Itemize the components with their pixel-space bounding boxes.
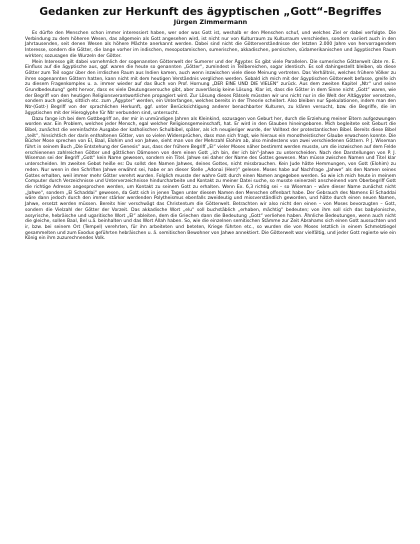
body-paragraph: Es dürfte den Menschen schon immer interessiert haben, wer oder was Gott ist, weshalb er den Menschen schuf, und welches Ziel er dabei verfolgte. Die Verbindung zu dem höheren Wesen, das allgemein als Gott angesehen wird, ist nicht nur von Kulturraum zu Kulturraum verschieden, sondern variiert auch in den Jahrtausenden, seit denen Wesen als höhere Mächte anerkannt werden. Dabei sind nicht die Götterverständnisse der letzten 2.000 Jahre von hervorragendem Interesse, sondern die Götter, die lange vorher im indischen, mesopotamischen, sumerischen, akkadischen, persischen, südamerikanischen und ägyptischen Raum wirkten; sozusagen die Wurzeln der Götter. xyxy=(25,31,396,59)
body-paragraph: Dazu fange ich bei dem Gottbegriff an, der mir in unmündigen Jahren als Kleinkind, sozusagen von Geburt her, durch die Erziehung meiner Eltern aufgezwungen worden war. Ein Problem, welches jeder Mensch, egal welcher Religionsgemeinschaft, hat. Er wird in den Glauben hineingeboren. Mich begleitete seit Geburt die Bibel, zunächst die vereinfachte Ausgabe der katholischen Schulbibel, später, als ich neugieriger wurde, der Volltext der protestantischen Bibel. Bereits diese Bibel „teilt“, hinsichtlich der darin enthaltenen Götter, von so vielen Widersprüchen, dass man sich fragt, wie hieraus ein monotheistischer Glaube erwachsen konnte. Die Bücher Mose sprechen von El, Baal, Elohim und von Jahwe, sieht man von der Mehrzahl Elohim ab, also mindestens von zwei verschiedenen Göttern. P. J. Wiseman führt in seinem Buch „Die Entstehung der Genesis“ aus, dass der frühere Begriff „El“ vieler Moses näher bestimmt werden musste, um die inzwischen auf dem Felde erschienenen zahlreichen Götter und göttlichen Dämonen von dem einen Gott „ich bin, der ich bin“-Jahwe zu unterscheiden. Nach den Darstellungen von P. J. Wiseman sei der Begriff „Gott“ kein Name gewesen, sondern ein Titel. Jahwe sei daher der Name des Gottes gewesen. Man müsse zwischen Namen und Titel klar unterscheiden. Im zweiten Gebot heiße es: Du sollst den Namen Jahwes, deines Gottes, nicht missbrauchen. Kein Jude hätte Hemmungen, von Gott (Elohim) zu reden. Nur wenn in den Schriften Jahwe erwähnt sei, habe er an dieser Stelle „Adonai (Herr)“ gelesen. Moses habe auf Nachfrage „Jahwe“ als den Namen seines Gottes erhalten, weil immer mehr Götter verehrt wurden. Folglich musste der wahre Gott durch einen Namen angegeben werden. So wie ich mich heute in meinem Computer durch Verzeichnisse und Unterverzeichnisse hindurcharbeite und Kontakt zu meiner Datei suche, so musste seinerzeit anscheinend vom Oberbegriff Gott die richtige Adresse angesprochen werden, um Kontakt zu seinem Gott zu erhalten. Wenn Ex. 6,3 richtig sei – so Wiseman – wäre dieser Name zunächst nicht „Jahwe“, sondern „El Schaddai“ gewesen, da Gott sich in jenen Tagen unter diesem Namen den Menschen offenbart habe. Der Gebrauch des Namens El Schaddai wäre dann jedoch durch den immer stärker werdenden Polytheismus ebenfalls zweideutig und missverständlich geworden, und hätte durch einen neuen Namen, Jahwe, ersetzt werden müssen. Bereits hier verschwägt das Christentum die Götterwelt. Betrachten wir also nicht den einen – von Moses bevorzugten – Gott, sondern die Vielzahl der Götter der Vorzeit. Das akkadische Wort „elu“ soll buchstäblich „erhaben, mächtig“ bedeuten; von ihm soll sich das babylonische, assyrische, hebräische und ugaritische Wort „El“ ableiten, dem die Griechen dann die Bedeutung „Gott“ verliehen haben. Ähnliche Bedeutungen, wenn auch nicht die gleiche, sollen Baal, Bel u.ä. beinhalten und das Wort Allah haben. So, wie die einzelnen semitischen Stämme zur Zeit Abrahams sich einen Gott aussuchten und ir, bzw. bei seinem Ort (Tempel) verehrten, für ihn arbeiteten und beteten, Kriege führten etc., so wurden die von Moses letztlich in einem Schmelztiegel gesammelten und zum Exodus geführten hebräischen u. ä. semitischen Bewohner von Jahwe annektiert. Die Götterwelt war vielfältig, und jeder Gott regierte wie ein König ein ihm zuzurechnendes Volk. xyxy=(25,116,396,242)
document-title: Gedanken zur Herkunft des ägyptischen „Gott“-Begriffes xyxy=(39,6,382,18)
document-author: Jürgen Zimmermann xyxy=(173,18,248,26)
document-body xyxy=(25,31,396,242)
body-paragraph: Mein Interesse gilt dabei vornehmlich der sogenannten Götterwelt der Sumerer und der Ägypter. Es gibt viele Parallelen. Die sumerische Götterwelt übte m. E. Einfluss auf die ägyptische aus, ggf. waren die heute so genannten „Götter“, zumindest in Teilbereichen, sogar identisch. Es soll dahingestellt bleiben, ob diese Götter zum Teil sogar über den irrdischen Raum aus Indien kamen, auch wenn inzwischen viele diese Meinung vertreten. Das Verhältnis, welches frühere Völker zu ihren sogenannten Göttern hatten, kann nicht mit dem heutigen Verständnis verglichen werden. Sobald ich mich mit der ägyptischen Götterwelt befasse, greife ich zu diesem Fragenkomplex u. a. immer wieder auf das Buch von Prof. Hornung „DER EINE UND DIE VIELEN“ zurück. Aus dem zweiten Kapitel „Ntr“ und seine Grundbedeutung“ geht hervor, dass es viele Deutungsversuche gibt, aber zuverlässig keine Lösung. Klar ist, dass die Götter in dem Sinne nicht „Gott“ waren, wie der Begriff von den heutigen Religionsverantwortlichen propagiert wird. Zur Lösung dieses Rätsels müssten wir uns nicht nur in die Welt der Altägypter versetzen, sondern auch geistig, sittlich etc. zum „Ägypter“ werden, ein Unterfangen, welches bereits in der Theorie scheitert. Also bleiben nur Spekulationen, indem man den Ntr-(Gott-) Begriff von der sprachlichen Herkunft, ggf. unter Berücksichtigung anderer benachbarter Kulturen, zu klären versucht, bzw. die Begriffe, die im ägyptischen mit der Hieroglyphe für Ntr verbunden sind, untersucht. xyxy=(25,59,396,116)
